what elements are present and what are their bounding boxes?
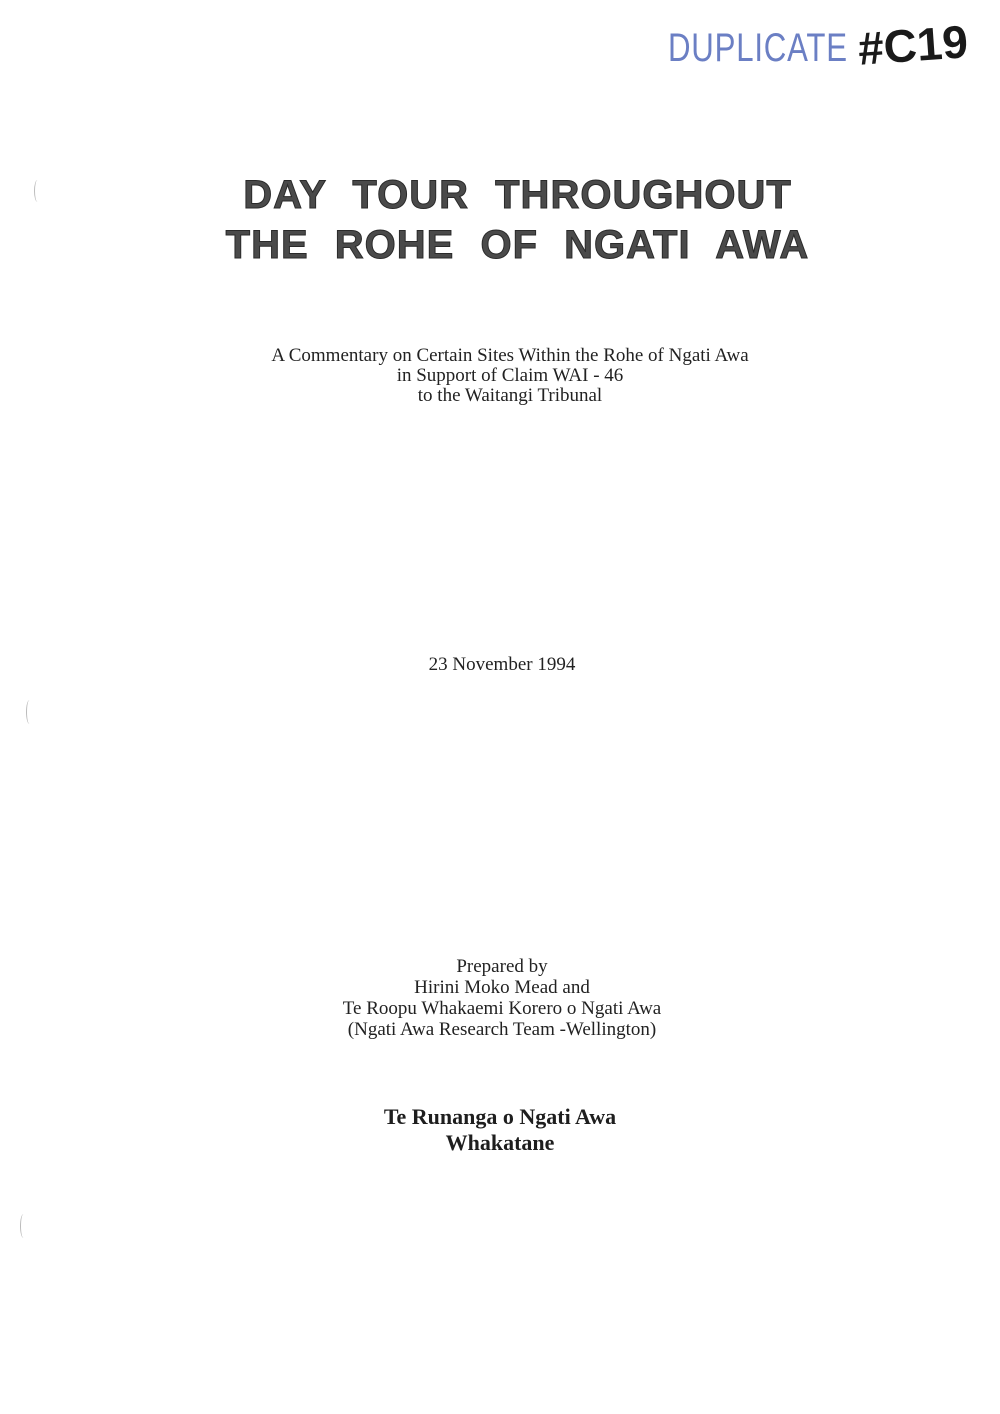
prepared-line-1: Prepared by	[456, 956, 548, 977]
prepared-line-3: Te Roopu Whakaemi Korero o Ngati Awa	[342, 998, 662, 1019]
duplicate-stamp	[668, 15, 970, 75]
title-line-2: THE ROHE OF NGATI AWA	[225, 223, 810, 267]
organization-name: Te Runanga o Ngati Awa	[383, 1104, 617, 1129]
duplicate-stamp-text: DUPLICATE	[668, 26, 848, 70]
subtitle-line-3: to the Waitangi Tribunal	[417, 385, 603, 406]
organization-place: Whakatane	[445, 1130, 555, 1155]
organization-block	[0, 1104, 1000, 1156]
scan-mark	[26, 700, 33, 724]
subtitle-line-2: in Support of Claim WAI - 46	[396, 365, 624, 386]
prepared-line-4: (Ngati Awa Research Team -Wellington)	[347, 1019, 657, 1040]
scan-mark	[34, 180, 41, 202]
title-line-1: DAY TOUR THROUGHOUT	[243, 173, 792, 217]
handwritten-document-number: #C19	[856, 15, 970, 75]
document-subtitle	[0, 346, 1000, 406]
document-title	[0, 170, 1000, 270]
prepared-line-2: Hirini Moko Mead and	[414, 977, 590, 998]
document-date: 23 November 1994	[428, 654, 576, 675]
prepared-by-block	[0, 956, 1000, 1040]
scan-mark	[20, 1214, 27, 1238]
subtitle-line-1: A Commentary on Certain Sites Within the Rohe of Ngati Awa	[271, 345, 749, 366]
